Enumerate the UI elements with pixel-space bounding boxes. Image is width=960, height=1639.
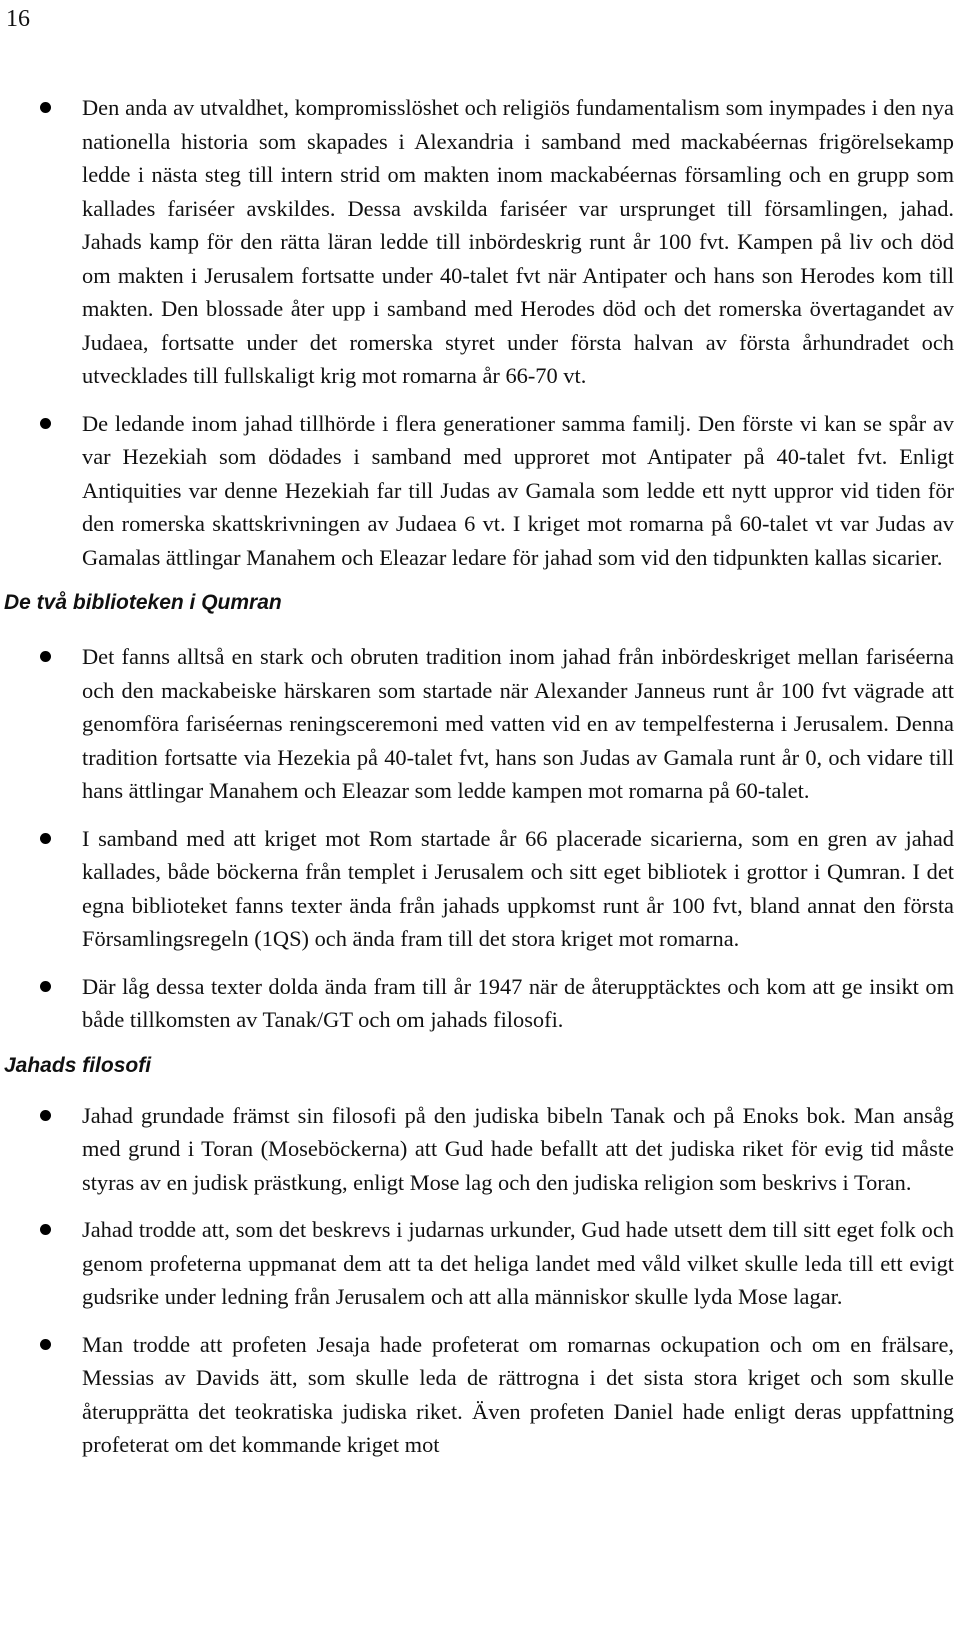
- bullet-item: [0, 1213, 960, 1314]
- bullet-text: Det fanns alltså en stark och obruten tradition inom jahad från inbördeskriget mellan fariséerna och den mackabeiske härskaren som startade när Alexander Janneus runt år 100 fvt vägrade att genomföra fariséernas reningsceremoni med vatten vid en av tempelfesterna i Jerusalem. Denna tradition fortsatte via Hezekia på 40-talet fvt, hans son Judas av Gamala runt år 0, och vidare till hans ättlingar Manahem och Eleazar som ledde kampen mot romarna på 60-talet.: [82, 644, 954, 803]
- bullet-icon: [40, 1110, 51, 1121]
- bullet-text: Den anda av utvaldhet, kompromisslöshet och religiös fundamentalism som inympades i den nya nationella historia som skapades i Alexandria i samband med mackabéernas frigörelsekamp ledde i nästa steg till intern strid om makten inom mackabéernas församling och en grupp som kallades fariséer avskildes. Dessa avskilda fariséer var ursprunget till församlingen, jahad. Jahads kamp för den rätta läran ledde till inbördeskrig runt år 100 fvt. Kampen på liv och död om makten i Jerusalem fortsatte under 40-talet fvt när Antipater och hans son Herodes kom till makten. Den blossade åter upp i samband med Herodes död och det romerska övertagandet av Judaea, fortsatte under det romerska styret under första halvan av första århundradet och utvecklades till fullskaligt krig mot romarna år 66-70 vt.: [82, 95, 954, 388]
- document-body: [0, 91, 960, 1476]
- bullet-item: [0, 970, 960, 1037]
- bullet-icon: [40, 102, 51, 113]
- bullet-list: [0, 640, 960, 1037]
- bullet-icon: [40, 1339, 51, 1350]
- bullet-item: [0, 1099, 960, 1200]
- bullet-item: [0, 91, 960, 393]
- bullet-icon: [40, 981, 51, 992]
- bullet-text: Jahad grundade främst sin filosofi på den judiska bibeln Tanak och på Enoks bok. Man ansåg med grund i Toran (Moseböckerna) att Gud hade befallt att det judiska riket för evig tid måste styras av en judisk prästkung, enligt Mose lag och den judiska religion som beskrivs i Toran.: [82, 1102, 954, 1195]
- bullet-text: De ledande inom jahad tillhörde i flera generationer samma familj. Den förste vi kan se spår av var Hezekiah som dödades i samband med upproret mot Antipater på 40-talet fvt. Enligt Antiquities var denne Hezekiah far till Judas av Gamala som ledde ett nytt uppror vid tiden för den romerska skattskrivningen av Judaea 6 vt. I kriget mot romarna på 60-talet vt var Judas av Gamalas ättlingar Manahem och Eleazar ledare för jahad som vid den tidpunkten kallas sicarier.: [82, 410, 954, 570]
- section-heading: De två biblioteken i Qumran: [4, 591, 282, 614]
- bullet-icon: [40, 651, 51, 662]
- bullet-item: [0, 640, 960, 808]
- bullet-icon: [40, 833, 51, 844]
- bullet-list: [0, 91, 960, 574]
- bullet-item: [0, 1328, 960, 1462]
- bullet-text: Jahad trodde att, som det beskrevs i judarnas urkunder, Gud hade utsett dem till sitt eget folk och genom profeterna uppmanat dem att ta det heliga landet med våld vilket skulle leda till ett evigt gudsrike under ledning från Jerusalem och att alla människor skulle lyda Mose lagar.: [82, 1217, 954, 1309]
- bullet-item: [0, 407, 960, 575]
- bullet-text: Man trodde att profeten Jesaja hade profeterat om romarnas ockupation och om en frälsare, Messias av Davids ätt, som skulle leda de rättrogna i det sista stora kriget och som skulle återupprätta det teokratiska judiska riket. Även profeten Daniel hade enligt deras uppfattning profeterat om det kommande kriget mot: [82, 1331, 954, 1457]
- page-number: 16: [6, 6, 30, 32]
- bullet-text: Där låg dessa texter dolda ända fram till år 1947 när de återupptäcktes och kom att ge insikt om både tillkomsten av Tanak/GT och om jahads filosofi.: [82, 973, 954, 1032]
- bullet-icon: [40, 418, 51, 429]
- bullet-icon: [40, 1224, 51, 1235]
- bullet-item: [0, 822, 960, 956]
- bullet-text: I samband med att kriget mot Rom startade år 66 placerade sicarierna, som en gren av jahad kallades, både böckerna från templet i Jerusalem och sitt eget bibliotek i grottor i Qumran. I det egna biblioteket fanns texter ända från jahads uppkomst runt år 100 fvt, bland annat den första Församlingsregeln (1QS) och ända fram till det stora kriget mot romarna.: [82, 825, 954, 951]
- section-heading: Jahads filosofi: [4, 1053, 152, 1077]
- bullet-list: [0, 1099, 960, 1462]
